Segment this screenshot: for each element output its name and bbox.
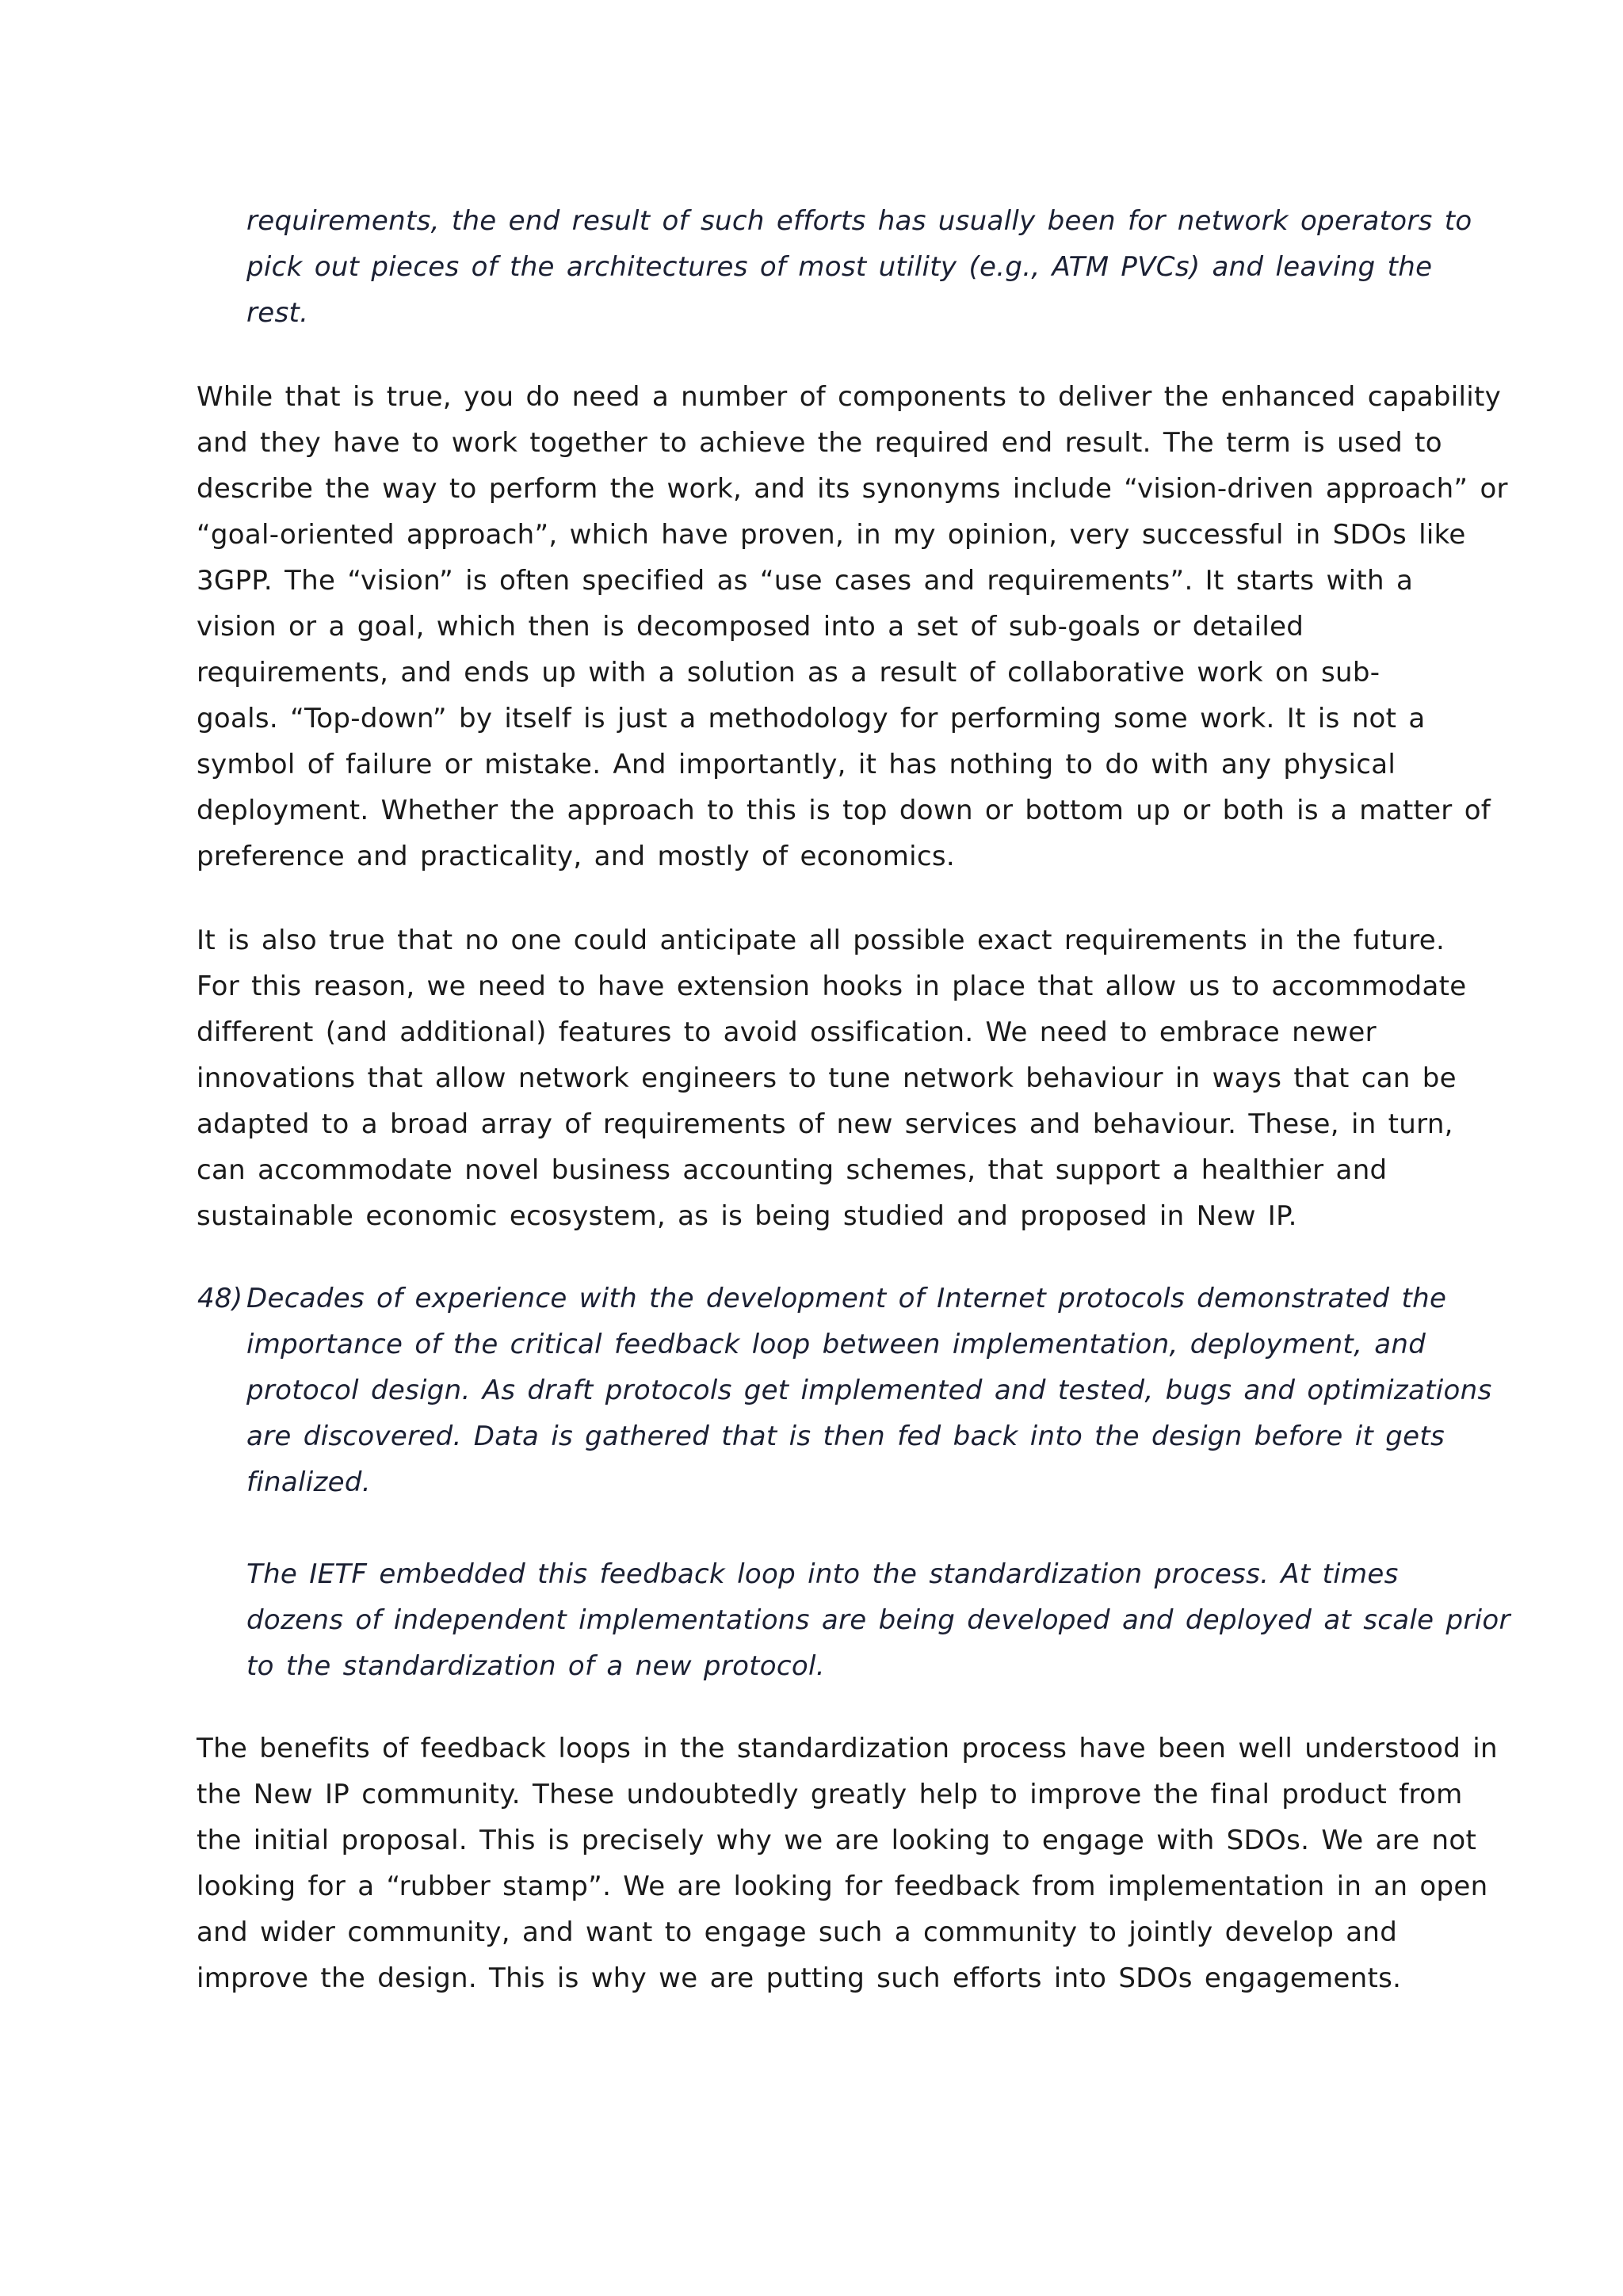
paragraph-line: deployment. Whether the approach to this is top down or bottom up or both is a matter of	[197, 795, 1491, 826]
quote-48-cont-line: dozens of independent implementations are being developed and deployed at scale prior	[246, 1604, 1510, 1636]
paragraph-line: It is also true that no one could anticipate all possible exact requirements in the future.	[197, 925, 1445, 956]
paragraph-line: 3GPP. The “vision” is often specified as “use cases and requirements”. It starts with a	[197, 565, 1414, 597]
quote-48-cont-line: The IETF embedded this feedback loop into the standardization process. At times	[246, 1558, 1399, 1590]
paragraph-line: vision or a goal, which then is decomposed into a set of sub-goals or detailed	[197, 611, 1304, 643]
paragraph-line: While that is true, you do need a number of components to deliver the enhanced capability	[197, 381, 1502, 413]
quote-intro-line: rest.	[246, 297, 309, 329]
quote-intro-line: requirements, the end result of such efforts has usually been for network operators to	[246, 205, 1472, 237]
paragraph-line: looking for a “rubber stamp”. We are looking for feedback from implementation in an open	[197, 1871, 1488, 1902]
paragraph-line: and they have to work together to achieve the required end result. The term is used to	[197, 427, 1442, 459]
quote-48	[197, 1276, 1492, 1505]
paragraph-line: can accommodate novel business accounting schemes, that support a healthier and	[197, 1154, 1388, 1186]
paragraph-line: The benefits of feedback loops in the standardization process have been well understood in	[197, 1733, 1498, 1764]
paragraph-extension	[197, 917, 1466, 1239]
paragraph-line: and wider community, and want to engage such a community to jointly develop and	[197, 1917, 1398, 1948]
paragraph-line: For this reason, we need to have extension hooks in place that allow us to accommodate	[197, 971, 1467, 1002]
quote-48-continued	[246, 1551, 1510, 1689]
paragraph-line: describe the way to perform the work, and its synonyms include “vision-driven approach” or	[197, 473, 1508, 505]
item-number: 48)	[197, 1283, 243, 1314]
paragraph-line: preference and practicality, and mostly of economics.	[197, 841, 956, 872]
paragraph-line: requirements, and ends up with a solution as a result of collaborative work on sub-	[197, 657, 1381, 688]
quote-48-line: are discovered. Data is gathered that is then fed back into the design before it gets	[246, 1421, 1445, 1452]
paragraph-line: different (and additional) features to avoid ossification. We need to embrace newer	[197, 1016, 1377, 1048]
paragraph-line: the initial proposal. This is precisely why we are looking to engage with SDOs. We are not	[197, 1825, 1477, 1856]
paragraph-line: improve the design. This is why we are putting such efforts into SDOs engagements.	[197, 1962, 1402, 1994]
paragraph-line: innovations that allow network engineers to tune network behaviour in ways that can be	[197, 1062, 1457, 1094]
quote-48-line: protocol design. As draft protocols get implemented and tested, bugs and optimizations	[246, 1375, 1492, 1406]
paragraph-line: goals. “Top-down” by itself is just a methodology for performing some work. It is not a	[197, 703, 1426, 734]
paragraph-feedback	[197, 1726, 1498, 2001]
quote-intro	[246, 198, 1472, 336]
paragraph-line: adapted to a broad array of requirements of new services and behaviour. These, in turn,	[197, 1108, 1453, 1140]
quote-intro-line: pick out pieces of the architectures of most utility (e.g., ATM PVCs) and leaving the	[246, 251, 1433, 283]
paragraph-line: the New IP community. These undoubtedly greatly help to improve the final product from	[197, 1779, 1463, 1810]
quote-48-line: Decades of experience with the development of Internet protocols demonstrated the	[246, 1283, 1447, 1314]
quote-48-line: finalized.	[246, 1466, 371, 1498]
quote-48-cont-line: to the standardization of a new protocol.	[246, 1650, 825, 1682]
paragraph-top-down	[197, 374, 1508, 879]
paragraph-line: “goal-oriented approach”, which have proven, in my opinion, very successful in SDOs like	[197, 519, 1466, 551]
paragraph-line: sustainable economic ecosystem, as is being studied and proposed in New IP.	[197, 1200, 1297, 1232]
paragraph-line: symbol of failure or mistake. And importantly, it has nothing to do with any physical	[197, 749, 1396, 780]
quote-48-line: importance of the critical feedback loop between implementation, deployment, and	[246, 1329, 1426, 1360]
